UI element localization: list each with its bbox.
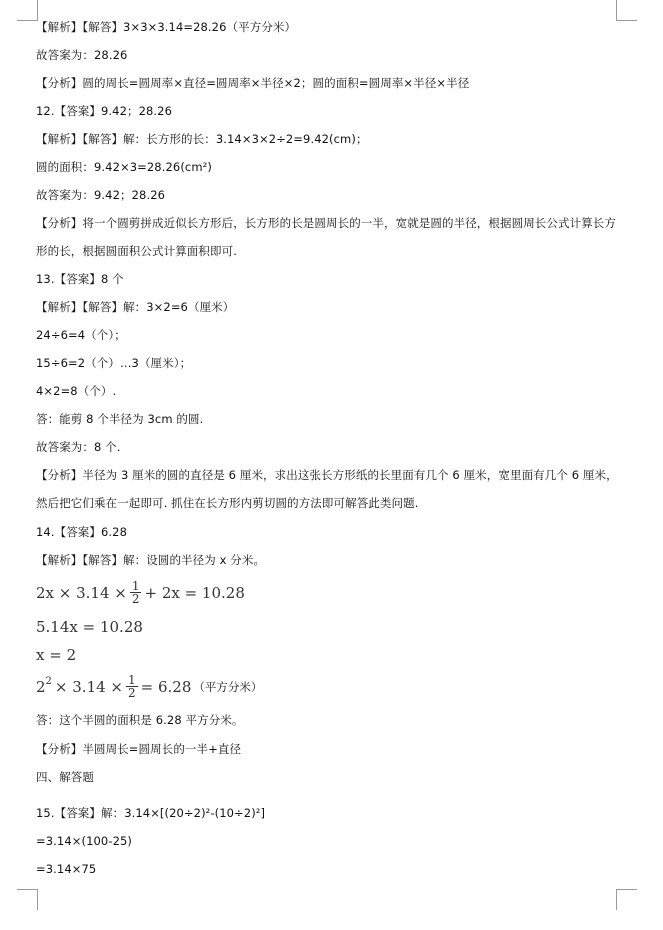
equation-2: 5.14x = 10.28 [36, 618, 143, 636]
fraction-one-half-2: $\frac{1}{2}$ [128, 673, 136, 700]
question-14-answer: 14.【答案】6.28 [36, 525, 127, 539]
solution-line-13d: 4×2=8（个）. [36, 384, 117, 398]
crop-mark-bottom-right [616, 889, 637, 910]
answer-line-13: 故答案为：8 个. [36, 440, 121, 454]
analysis-paragraph-12: 【分析】将一个圆剪拼成近似长方形后，长方形的长是圆周长的一半，宽就是圆的半径，根据圆周长公式计算长方形的长，根据圆面积公式计算面积即可. [36, 216, 616, 258]
equation-4-exponent: 2 [45, 676, 52, 687]
question-15-answer: 15.【答案】解：3.14×[(20÷2)²-(10÷2)²] [36, 806, 266, 820]
solution-line-13a: 【解析】【解答】解：3×2=6（厘米） [36, 300, 235, 314]
equation-4-left: × 3.14 × [54, 677, 123, 696]
solution-line-15b: =3.14×75 [36, 862, 97, 876]
equation-3: x = 2 [36, 646, 77, 664]
equation-4 [36, 674, 262, 699]
solution-line-13b: 24÷6=4（个）； [36, 328, 126, 342]
question-12-answer: 12.【答案】9.42；28.26 [36, 104, 173, 118]
answer-line-11: 故答案为：28.26 [36, 48, 128, 62]
answer-sentence-14: 答：这个半圆的面积是 6.28 平方分米。 [36, 713, 244, 727]
equation-1 [36, 580, 245, 605]
solution-line-14a: 【解析】【解答】解：设圆的半径为 x 分米。 [36, 553, 266, 567]
crop-mark-top-right [616, 0, 637, 21]
solution-line-12b: 圆的面积：9.42×3=28.26(cm²) [36, 160, 212, 174]
equation-4-base: 2 [36, 677, 46, 696]
crop-mark-top-left [17, 0, 38, 21]
solution-line-12a: 【解析】【解答】解：长方形的长：3.14×3×2÷2=9.42(cm)； [36, 132, 368, 146]
answer-line-12: 故答案为：9.42；28.26 [36, 188, 166, 202]
solution-line-15a: =3.14×(100-25) [36, 834, 132, 848]
analysis-line-14: 【分析】半圆周长=圆周长的一半+直径 [36, 742, 242, 756]
equation-1-right: + 2x = 10.28 [144, 583, 245, 602]
fraction-one-half: $\frac{1}{2}$ [131, 579, 140, 606]
equation-4-unit: （平方分米） [193, 679, 263, 694]
analysis-line-11: 【分析】圆的周长=圆周率×直径=圆周率×半径×2；圆的面积=圆周率×半径×半径 [36, 76, 470, 90]
solution-line-11: 【解析】【解答】3×3×3.14=28.26（平方分米） [36, 20, 297, 34]
crop-mark-bottom-left [17, 889, 38, 910]
solution-line-13e: 答：能剪 8 个半径为 3cm 的圆. [36, 412, 204, 426]
equation-4-right: = 6.28 [140, 677, 192, 696]
equation-1-left: 2x × 3.14 × [36, 583, 127, 602]
analysis-paragraph-13: 【分析】半径为 3 厘米的圆的直径是 6 厘米，求出这张长方形纸的长里面有几个 6 厘米，宽里面有几个 6 厘米，然后把它们乘在一起即可. 抓住在长方形内剪切圆的方法即可解答此类问题. [36, 468, 618, 510]
section-heading: 四、解答题 [36, 770, 94, 784]
solution-line-13c: 15÷6=2（个）…3（厘米）； [36, 356, 192, 370]
question-13-answer: 13.【答案】8 个 [36, 272, 124, 286]
